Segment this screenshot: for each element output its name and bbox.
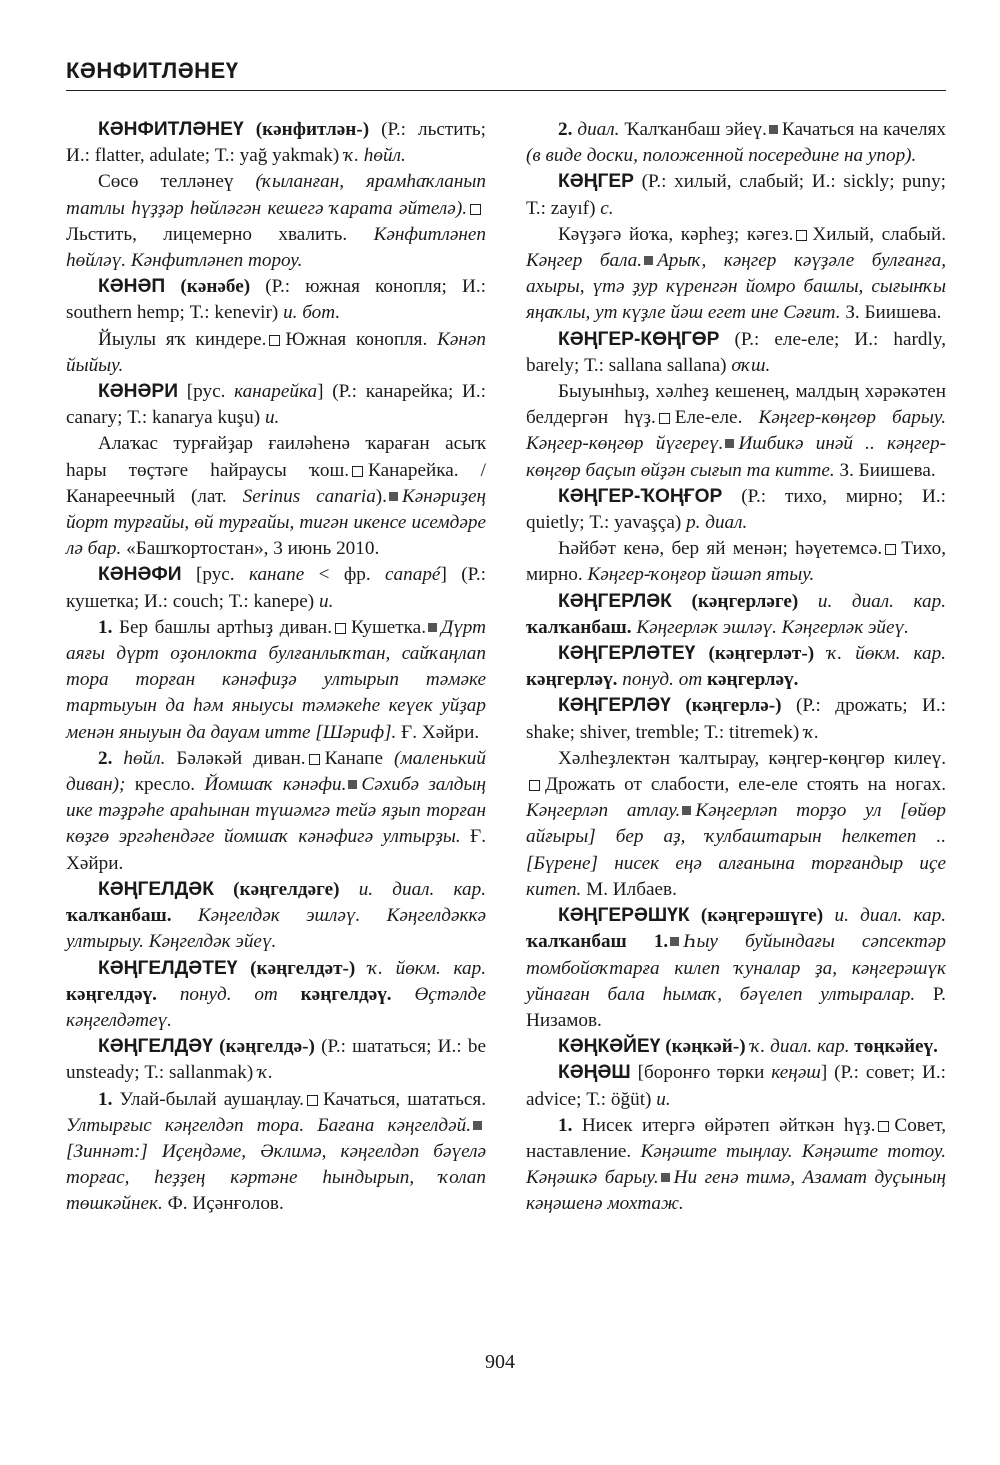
translation-marker-icon	[885, 544, 896, 555]
entry-text: Р. Низамов.	[526, 983, 946, 1031]
entry-text: (кәңгелдәт-)	[237, 957, 369, 979]
entry-text: Ғ. Хәйри.	[66, 826, 486, 874]
dictionary-entry-paragraph	[526, 117, 946, 169]
headword: КӘҢӘШ	[558, 1062, 631, 1084]
entry-text: (кәңкәй-)	[660, 1036, 751, 1058]
entry-text: (кәнәбе)	[165, 276, 266, 298]
entry-text: Арыҡ, кәңгер кәүҙәле булғанға, ахыры, үтә ҙур күренгән йомро башлы, сығынҡы яңаҡлы, ут күҙле йәш егет ине Сәғит.	[526, 250, 946, 324]
dictionary-entry-paragraph	[526, 222, 946, 327]
entry-text	[157, 984, 180, 1005]
entry-text: ] (Р.: кушетка; И.: couch; Т.: kanepe)	[66, 564, 486, 612]
entry-text: (Р.: южная конопля; И.: southern hemp; Т.: kenevir)	[66, 276, 486, 324]
dictionary-entry-paragraph	[66, 746, 486, 877]
translation-marker-icon	[659, 413, 670, 424]
entry-text	[112, 748, 123, 769]
entry-text: Кәнәп йыйыу.	[66, 328, 486, 376]
entry-text: ] (Р.: совет; И.: advice; Т.: öğüt)	[526, 1062, 946, 1110]
entry-text: «Башҡортостан», 3 июнь 2010.	[121, 538, 380, 560]
translation-marker-icon	[529, 780, 540, 791]
dictionary-entry-paragraph	[66, 1087, 486, 1218]
dictionary-entry-paragraph	[526, 903, 946, 1034]
entry-text: кресло.	[125, 774, 205, 796]
entry-text: Бәләкәй диван.	[165, 747, 306, 769]
example-marker-icon	[769, 125, 778, 134]
entry-text: Һәйбәт кенә, бер яй менән; һәүетемсә.	[558, 538, 883, 560]
entry-text: кәңгелдәү.	[66, 983, 157, 1005]
entry-text: Кәңгер-көңгөр барыу. Кәңгер-көңгөр йүгереү.	[526, 407, 946, 455]
translation-marker-icon	[269, 335, 280, 346]
headword: КӘҢГЕР-КӨҢГӨР	[558, 328, 720, 350]
entry-text: и. диал. кар.	[358, 878, 486, 900]
entry-text: кәңгерләү.	[706, 669, 799, 691]
entry-text: 2.	[98, 747, 113, 769]
example-marker-icon	[428, 623, 437, 632]
entry-text: ] (Р.: канарейка; И.: canary; Т.: kanarya kuşu)	[66, 381, 486, 429]
entry-text: Ишбикә инәй .. кәңгер-көңгөр баҫып өйҙән сығып та китте.	[526, 433, 946, 481]
dictionary-entry-paragraph	[526, 746, 946, 903]
entry-text: Алаҡас турғайҙар ғаиләһенә ҡараған асыҡ һары төҫтәге һайраусы ҡош.	[66, 433, 486, 481]
entry-text: [рус.	[178, 381, 235, 403]
entry-text: (кәңгелдәге)	[213, 878, 359, 900]
entry-text: [рус.	[181, 564, 249, 586]
dictionary-entry-paragraph	[66, 379, 486, 431]
entry-text: Хәлһеҙлектән ҡалтырау, кәңгер-көңгөр килеү.	[558, 747, 946, 769]
entry-text: и. диал. кар.	[817, 590, 946, 612]
dictionary-entry-paragraph	[526, 536, 946, 588]
entry-text: кеңәш	[771, 1062, 821, 1084]
entry-text: М. Илбаев.	[581, 878, 677, 900]
entry-text: Кәңгерләп торҙо ул [өйөр айғыры] бер аҙ, ҡулбаштарын һелкетеп .. [Бүрене] нисек еңә алғанына торғандыр иҫе китеп.	[526, 800, 947, 900]
entry-text: төңкәйеү.	[854, 1036, 938, 1058]
entry-text: (Р.: тихо, мирно; И.: quietly; Т.: yavaşça)	[526, 485, 946, 534]
entry-text: Кәңгер-ҡоңғор йәшәп ятыу.	[587, 564, 815, 586]
entry-text: Качаться, шататься.	[322, 1088, 486, 1110]
entry-text: Кәңәште тыңлау. Кәңәште тотоу. Кәңәшкә барыу.	[526, 1140, 947, 1189]
entry-text: З. Биишева.	[840, 302, 942, 324]
entry-text: Кәңгелдәк эшләү. Кәңгелдәккә ултырыу. Кәңгелдәк эйеү.	[66, 905, 486, 953]
page-number: 904	[485, 1351, 515, 1373]
entry-text: (Р.: льстить; И.: flatter, adulate; Т.: yağ yakmak)	[66, 119, 486, 167]
translation-marker-icon	[352, 466, 363, 477]
entry-text: р. диал.	[686, 512, 748, 534]
entry-text	[278, 984, 301, 1005]
entry-text: Serinus canaria	[242, 485, 376, 507]
entry-text: һөйл.	[123, 747, 166, 769]
entry-text: Ғ. Хәйри.	[396, 721, 480, 743]
entry-text: Тихо, мирно.	[526, 538, 946, 586]
dictionary-entry-paragraph	[66, 877, 486, 956]
example-marker-icon	[682, 806, 691, 815]
headword: КӘҢГЕР-ҠОҢҒОР	[558, 485, 723, 507]
entry-text: З. Биишева.	[834, 459, 936, 481]
entry-text: и. бот.	[283, 302, 341, 324]
headword: КӘНФИТЛӘНЕҮ	[98, 119, 244, 140]
headword: КӘҢГЕР	[558, 171, 634, 193]
entry-text: (кәңгерлә-)	[670, 695, 797, 717]
example-marker-icon	[473, 1121, 482, 1130]
entry-text: (в виде доски, положенной посередине на упор).	[526, 145, 917, 167]
entry-text: оҡш.	[731, 354, 771, 376]
dictionary-entry-paragraph	[66, 431, 486, 562]
headword: КӘНӘП	[98, 276, 166, 298]
entry-text: Кәңгер бала.	[526, 250, 643, 272]
entry-text: и.	[656, 1088, 671, 1110]
dictionary-entry-paragraph	[526, 169, 946, 221]
entry-text: ҡ.	[258, 1062, 273, 1084]
entry-text: понуд. от	[622, 669, 703, 691]
entry-text: ҡ. диал. кар.	[750, 1036, 850, 1058]
entry-text: Канапе	[324, 747, 394, 769]
headword: КӘНӘРИ	[98, 381, 179, 403]
dictionary-entry-paragraph	[526, 1034, 946, 1060]
entry-text: < фр.	[304, 564, 386, 586]
entry-text: Дрожать от слабости, еле-еле стоять на ногах.	[545, 774, 946, 796]
entry-text: Ф. Иҫәнғолов.	[162, 1193, 284, 1215]
entry-text: ҡ. йөкм. кар.	[368, 957, 487, 979]
entry-text: и.	[264, 407, 280, 429]
dictionary-entry-paragraph	[66, 327, 486, 379]
dictionary-entry-paragraph	[66, 1034, 486, 1086]
entry-text: Совет, наставление.	[526, 1114, 946, 1162]
entry-text: ҡ. йөкм. кар.	[827, 643, 947, 665]
entry-text: (кәнфитлән-)	[243, 119, 382, 140]
entry-text: [Зиннәт:] Иҫеңдәме, Әклимә, кәңгелдәп бәүелә торғас, һеҙҙең кәртәне һындырып, ҡолап төшкәйнек.	[66, 1140, 486, 1215]
entry-text: canapé	[385, 564, 441, 586]
dictionary-entry-paragraph	[526, 484, 946, 536]
translation-marker-icon	[307, 1095, 318, 1106]
translation-marker-icon	[796, 230, 807, 241]
headword: КӘНӘФИ	[98, 564, 182, 586]
dictionary-entry-paragraph	[66, 615, 486, 746]
example-marker-icon	[725, 439, 734, 448]
headword: КӘҢГЕРЛӘТЕҮ	[558, 643, 696, 665]
entry-text: ҡалҡанбаш.	[66, 905, 172, 927]
entry-text: Ни генә тимә, Азамат дуҫының кәңәшенә мохтаж.	[526, 1167, 946, 1215]
example-marker-icon	[661, 1173, 670, 1182]
entry-text	[392, 984, 415, 1005]
entry-text: Качаться на качелях	[781, 119, 946, 140]
entry-text: (маленький диван);	[66, 747, 486, 796]
dictionary-entry-paragraph	[66, 956, 486, 1035]
translation-marker-icon	[470, 204, 481, 215]
running-head: КӘНФИТЛӘНЕҮ	[66, 58, 239, 83]
entry-text: Кәнфитләнеп һөйләү. Кәнфитләнеп тороу.	[66, 223, 486, 272]
right-column	[526, 117, 946, 1218]
entry-text: с.	[600, 197, 614, 219]
entry-text: (кәңгерләт-)	[695, 643, 828, 665]
entry-text: Кушетка.	[351, 616, 426, 638]
entry-text: Ҡалҡанбаш эйеү.	[619, 119, 767, 140]
dictionary-entry-paragraph	[526, 379, 946, 484]
entry-text: Канарейка. / Канареечный (лат.	[66, 459, 487, 507]
entry-text: 1.	[98, 616, 113, 638]
dictionary-entry-paragraph	[66, 117, 486, 169]
entry-text: канапе	[248, 564, 305, 586]
entry-text: кәңгерләү.	[526, 669, 618, 691]
entry-text: ҡалҡанбаш.	[526, 616, 632, 638]
entry-text: Өҫтәлде кәңгелдәтеү.	[66, 983, 487, 1031]
entry-text: Улай-былай аушаңлау.	[112, 1088, 304, 1110]
entry-text: Еле-еле.	[674, 407, 759, 429]
entry-text: Нисек итергә өйрәтеп әйткән һүҙ.	[572, 1114, 876, 1136]
translation-marker-icon	[878, 1121, 889, 1132]
example-marker-icon	[644, 256, 653, 265]
entry-text: Кәңгерләк эшләү. Кәңгерләк эйеү.	[636, 616, 909, 638]
translation-marker-icon	[309, 754, 320, 765]
entry-text: 2.	[558, 119, 573, 140]
entry-text: Ултырғыс кәңгелдәп тора. Бағана кәңгелдәй.	[66, 1114, 471, 1136]
entry-text: ҡалҡанбаш 1.	[526, 931, 669, 953]
headword: КӘҢКӘЙЕҮ	[558, 1036, 661, 1058]
entry-text: (Р.: дрожать; И.: shake; shiver, tremble; Т.: titremek)	[526, 695, 946, 743]
entry-text: ҡ.	[804, 721, 820, 743]
headword: КӘҢГЕЛДӘК	[98, 878, 214, 900]
example-marker-icon	[670, 937, 679, 946]
headword: КӘҢГЕРЛӘК	[558, 590, 672, 612]
example-marker-icon	[389, 492, 398, 501]
entry-text: понуд. от	[179, 983, 278, 1005]
entry-text: и. диал. кар.	[834, 905, 946, 927]
entry-text: Хилый, слабый.	[812, 223, 946, 245]
entry-text: (кәңгерләге)	[671, 590, 818, 612]
dictionary-entry-paragraph	[526, 589, 946, 641]
left-column	[66, 117, 486, 1218]
entry-text: (ҡыланған, ярамһаҡланып татлы һүҙҙәр һөйләгән кешегә ҡарата әйтелә).	[66, 171, 486, 219]
entry-text: (Р.: шататься; И.: be unsteady; Т.: sallanmak)	[66, 1036, 486, 1084]
dictionary-entry-paragraph	[66, 169, 486, 274]
headword: КӘҢГЕЛДӘТЕҮ	[98, 957, 238, 979]
entry-text	[172, 905, 198, 926]
entry-text: Һыу буйындағы сәпсектәр томбойоҡтарға килеп ҡуналар ҙа, кәңгерәшүк уйнаған бала һымаҡ, бәүелеп ултыралар.	[526, 931, 946, 1005]
entry-text: ).	[375, 485, 387, 507]
entry-text: Кәнәриҙең йорт турғайы, өй турғайы, тигән икенсе исемдәре лә бар.	[66, 485, 486, 560]
entry-text: Льстить, лицемерно хвалить.	[66, 223, 374, 245]
entry-text: (кәңгелдә-)	[212, 1036, 322, 1058]
entry-text: (Р.: еле-еле; И.: hardly, barely; Т.: sallana sallana)	[526, 328, 946, 376]
entry-text: кәңгелдәү.	[300, 983, 392, 1005]
dictionary-entry-paragraph	[66, 562, 486, 614]
entry-text: диал.	[577, 119, 620, 140]
dictionary-entry-paragraph	[526, 1060, 946, 1112]
entry-text: Кәңгерләп атлау.	[526, 800, 681, 822]
entry-text: Йомшаҡ кәнәфи.	[204, 774, 347, 796]
entry-text: (Р.: хилый, слабый; И.: sickly; puny; Т.: zayıf)	[526, 171, 946, 219]
entry-text: Быуынһыҙ, хәлһеҙ кешенең, малдың хәрәкәтен белдергән һүҙ.	[526, 381, 946, 429]
dictionary-entry-paragraph	[66, 274, 486, 326]
entry-text: Сөсө телләнеү	[98, 171, 256, 193]
headword: КӘҢГЕЛДӘҮ	[98, 1036, 213, 1058]
entry-text: Бер башлы артһыҙ диван.	[112, 616, 333, 638]
entry-text: 1.	[558, 1114, 573, 1136]
entry-text: (кәңгерәшүге)	[689, 905, 835, 927]
dictionary-entry-paragraph	[526, 327, 946, 379]
entry-text: [боронғо төрки	[630, 1062, 772, 1084]
entry-text: Кәүҙәгә йоҡа, кәрһеҙ; кәгез.	[558, 223, 794, 245]
entry-text: Южная конопля.	[285, 328, 438, 350]
translation-marker-icon	[335, 623, 346, 634]
dictionary-entry-paragraph	[526, 693, 946, 745]
headword: КӘҢГЕРӘШҮК	[558, 905, 690, 927]
dictionary-entry-paragraph	[526, 1113, 946, 1218]
entry-text: ҡ. һөйл.	[344, 145, 406, 167]
entry-text: Дүрт аяғы дүрт оҙонлокта булғанлыҡтан, сайҡаңлап тора торған кәнәфиҙә ултырып тәмәке тартыуын да һәм яныусы тәмәкеһе кеүек уйҙар менән яныуын да дауам итте [Шәриф].	[66, 616, 486, 743]
entry-text: канарейка	[234, 381, 318, 403]
example-marker-icon	[348, 780, 357, 789]
header-rule	[66, 90, 946, 91]
dictionary-entry-paragraph	[526, 641, 946, 693]
entry-text: Сәхибә залдың ике тәҙрәһе араһынан түшәмгә тейә яҙып торған көҙгө эргәһендәге йомшаҡ кәнәфигә ултырҙы.	[66, 774, 486, 848]
headword: КӘҢГЕРЛӘҮ	[558, 695, 671, 717]
entry-text: Йыулы яҡ киндере.	[98, 328, 267, 350]
entry-text: 1.	[98, 1088, 113, 1110]
entry-text: и.	[318, 590, 334, 612]
